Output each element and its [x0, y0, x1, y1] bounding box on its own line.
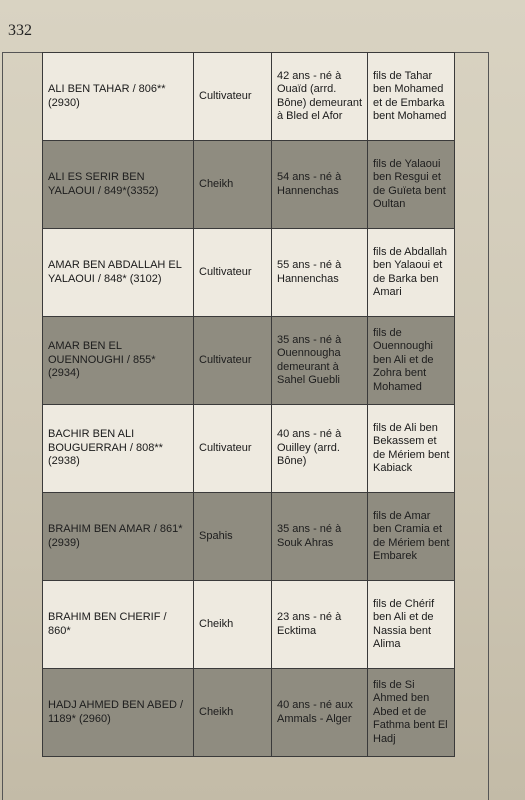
parents-cell: fils de Chérif ben Ali et de Nassia bent Alima: [368, 581, 455, 669]
birth-cell: 42 ans - né à Ouaïd (arrd. Bône) demeurant à Bled el Afor: [272, 53, 368, 141]
table-row: [43, 405, 455, 493]
occupation-cell: Spahis: [194, 493, 272, 581]
table-row: [43, 229, 455, 317]
name-cell: AMAR BEN ABDALLAH EL YALAOUI / 848* (3102): [43, 229, 194, 317]
birth-cell: 35 ans - né à Souk Ahras: [272, 493, 368, 581]
occupation-cell: Cheikh: [194, 581, 272, 669]
occupation-cell: Cultivateur: [194, 229, 272, 317]
birth-cell: 35 ans - né à Ouennougha demeurant à Sahel Guebli: [272, 317, 368, 405]
registry-table: [42, 52, 455, 757]
name-cell: ALI ES SERIR BEN YALAOUI / 849*(3352): [43, 141, 194, 229]
name-cell: BRAHIM BEN CHERIF / 860*: [43, 581, 194, 669]
table-row: [43, 669, 455, 757]
occupation-cell: Cheikh: [194, 141, 272, 229]
parents-cell: fils de Amar ben Cramia et de Mériem bent Embarek: [368, 493, 455, 581]
parents-cell: fils de Tahar ben Mohamed et de Embarka bent Mohamed: [368, 53, 455, 141]
page-number: 332: [8, 22, 32, 39]
table-row: [43, 141, 455, 229]
occupation-cell: Cultivateur: [194, 317, 272, 405]
parents-cell: fils de Abdallah ben Yalaoui et de Barka ben Amari: [368, 229, 455, 317]
parents-cell: fils de Yalaoui ben Resgui et de Guïeta bent Oultan: [368, 141, 455, 229]
birth-cell: 23 ans - né à Ecktima: [272, 581, 368, 669]
birth-cell: 54 ans - né à Hannenchas: [272, 141, 368, 229]
occupation-cell: Cultivateur: [194, 405, 272, 493]
birth-cell: 55 ans - né à Hannenchas: [272, 229, 368, 317]
table-row: [43, 317, 455, 405]
parents-cell: fils de Ali ben Bekassem et de Mériem bent Kabiack: [368, 405, 455, 493]
parents-cell: fils de Si Ahmed ben Abed et de Fathma bent El Hadj: [368, 669, 455, 757]
occupation-cell: Cultivateur: [194, 53, 272, 141]
name-cell: BACHIR BEN ALI BOUGUERRAH / 808** (2938): [43, 405, 194, 493]
birth-cell: 40 ans - né aux Ammals - Alger: [272, 669, 368, 757]
table-row: [43, 493, 455, 581]
table-row: [43, 53, 455, 141]
name-cell: ALI BEN TAHAR / 806** (2930): [43, 53, 194, 141]
name-cell: BRAHIM BEN AMAR / 861* (2939): [43, 493, 194, 581]
occupation-cell: Cheikh: [194, 669, 272, 757]
name-cell: AMAR BEN EL OUENNOUGHI / 855* (2934): [43, 317, 194, 405]
name-cell: HADJ AHMED BEN ABED / 1189* (2960): [43, 669, 194, 757]
table-row: [43, 581, 455, 669]
birth-cell: 40 ans - né à Ouilley (arrd. Bône): [272, 405, 368, 493]
parents-cell: fils de Ouennoughi ben Ali et de Zohra bent Mohamed: [368, 317, 455, 405]
registry-body: [43, 53, 455, 757]
